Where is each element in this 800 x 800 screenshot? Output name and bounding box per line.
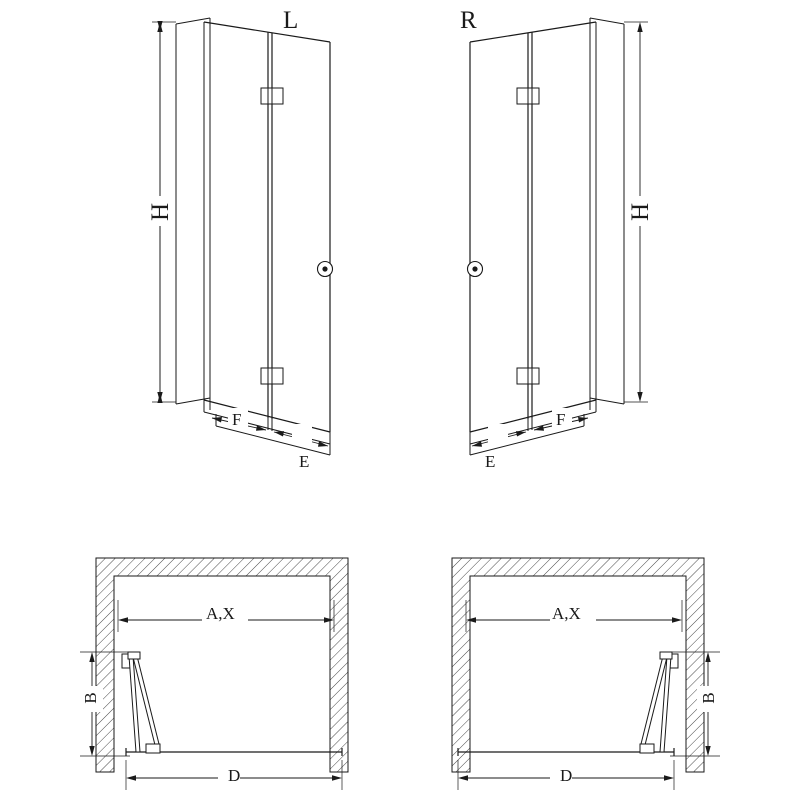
door-knob-left [318,262,333,277]
label-b-left: B [81,692,100,704]
hinge-bottom-right [517,368,539,385]
hinge-bottom-left [261,368,283,385]
door-leaves-plan-right [640,652,678,753]
label-height-left: H [147,202,174,222]
label-panel-left: E [299,452,310,471]
label-height-right: H [627,202,654,222]
label-view-left: L [283,7,299,34]
door-leaves-plan-left [122,652,160,753]
plan-right-view [452,558,720,790]
hinge-top-left [261,88,283,105]
elevation-left-view [149,18,333,455]
label-d-right: D [560,766,573,785]
hinge-top-right [517,88,539,105]
label-d-left: D [228,766,241,785]
door-knob-right [468,262,483,277]
label-panel-right: E [485,452,496,471]
label-ax-right: A,X [552,604,581,623]
label-ax-left: A,X [206,604,235,623]
label-b-right: B [699,692,718,704]
label-leaf-left: F [232,410,242,429]
plan-left-view [80,558,348,790]
label-leaf-right: F [556,410,566,429]
elevation-right-view [468,18,652,455]
label-view-right: R [460,7,477,34]
